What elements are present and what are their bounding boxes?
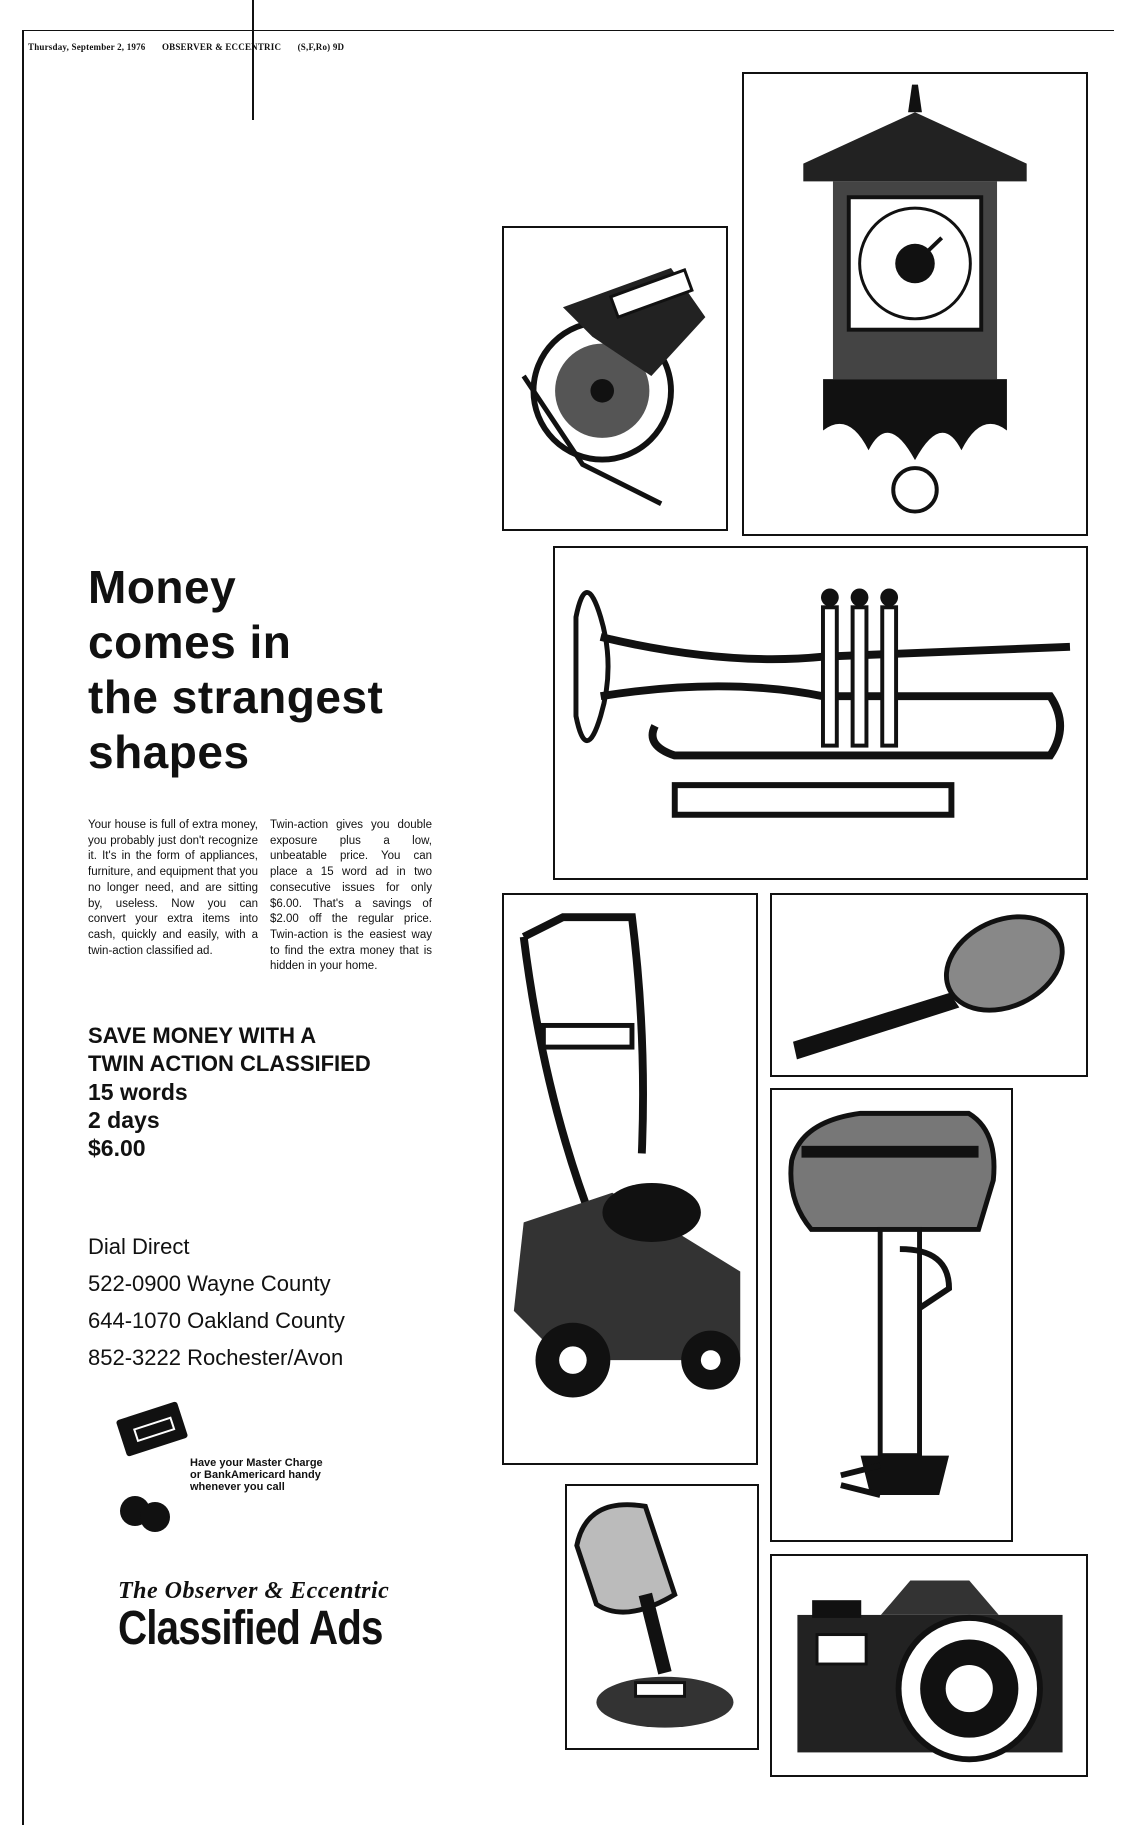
header-date: Thursday, September 2, 1976 <box>28 42 146 52</box>
header-section: (S,F,Ro) 9D <box>297 42 345 52</box>
header-paper: OBSERVER & ECCENTRIC <box>161 42 282 52</box>
offer-line-2: TWIN ACTION CLASSIFIED <box>88 1051 371 1076</box>
dial-row-oakland <box>88 1302 345 1339</box>
cards-note-line: Have your Master Charge <box>190 1457 323 1469</box>
hair-dryer-icon <box>565 1484 759 1750</box>
headline-line: the strangest <box>88 671 384 723</box>
offer-days: 2 days <box>88 1107 160 1133</box>
logo-masthead: The Observer & Eccentric <box>118 1578 390 1604</box>
page-header <box>28 42 358 52</box>
headline-line: Money <box>88 561 237 613</box>
dial-row-wayne <box>88 1265 345 1302</box>
dial-area: Wayne County <box>187 1271 331 1296</box>
logo-title: Classified Ads <box>118 1602 383 1655</box>
body-column-1: Your house is full of extra money, you probably just don't recognize it. It's in the form of appliances, furniture, and equipment that you no longer need, and are sitting by, useless. Now you can convert your extra items into cash, quickly and easily, with a twin-action classified ad. <box>88 819 258 957</box>
headline-line: shapes <box>88 726 250 778</box>
dial-phone: 852-3222 <box>88 1345 181 1370</box>
camera-icon <box>770 1554 1088 1777</box>
cards-note-line: or BankAmericard handy <box>190 1469 321 1481</box>
dial-heading: Dial Direct <box>88 1234 190 1259</box>
dial-area: Oakland County <box>187 1308 345 1333</box>
dial-block <box>88 1228 345 1376</box>
cards-note-line: whenever you call <box>190 1481 285 1493</box>
tennis-racket-icon <box>770 893 1088 1077</box>
circular-saw-icon <box>502 226 728 531</box>
outboard-motor-icon <box>770 1088 1013 1542</box>
cornet-icon <box>553 546 1088 880</box>
classified-ads-logo <box>118 1578 458 1653</box>
dial-area: Rochester/Avon <box>187 1345 344 1370</box>
offer-words: 15 words <box>88 1079 188 1105</box>
headline-line: comes in <box>88 616 292 668</box>
offer-price: $6.00 <box>88 1135 146 1161</box>
headline <box>88 560 448 780</box>
header-divider <box>252 0 254 120</box>
cuckoo-clock-icon <box>742 72 1088 536</box>
body-column-2: Twin-action gives you double exposure plus a low, unbeatable price. You can place a 15 word ad in two consecutive issues for only $6.00. That's a savings of $2.00 off the regular price. Twin-action is the easiest way to find the extra money that is hidden in your home. <box>270 819 432 973</box>
cards-note <box>190 1457 323 1493</box>
offer-line-1: SAVE MONEY WITH A <box>88 1023 317 1048</box>
dial-phone: 644-1070 <box>88 1308 181 1333</box>
dial-phone: 522-0900 <box>88 1271 181 1296</box>
lawn-mower-icon <box>502 893 758 1465</box>
offer-block <box>88 1022 371 1162</box>
bankamericard-icon <box>116 1488 176 1536</box>
dial-row-rochester <box>88 1339 345 1376</box>
